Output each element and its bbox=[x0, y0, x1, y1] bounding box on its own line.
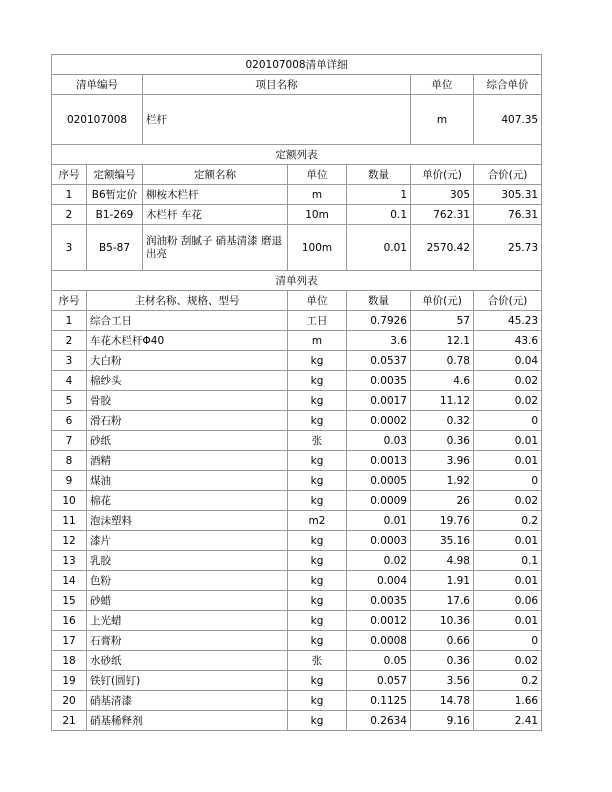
material-cell: 张 bbox=[288, 651, 347, 671]
material-cell: 0.02 bbox=[474, 491, 542, 511]
material-cell: 0.0017 bbox=[347, 391, 411, 411]
material-cell: 漆片 bbox=[87, 531, 288, 551]
material-cell: 5 bbox=[52, 391, 87, 411]
material-cell: 18 bbox=[52, 651, 87, 671]
bill-table bbox=[51, 54, 542, 731]
quota-cell: 100m bbox=[288, 225, 347, 271]
material-cell: 0.2 bbox=[474, 511, 542, 531]
material-cell: 15 bbox=[52, 591, 87, 611]
material-cell: 0.02 bbox=[347, 551, 411, 571]
material-row bbox=[52, 431, 542, 451]
material-cell: 0.2 bbox=[474, 671, 542, 691]
material-row bbox=[52, 311, 542, 331]
material-cell: 2 bbox=[52, 331, 87, 351]
material-cell: 13 bbox=[52, 551, 87, 571]
material-cell: 0.01 bbox=[474, 431, 542, 451]
material-cell: 上光蜡 bbox=[87, 611, 288, 631]
material-cell: 0.057 bbox=[347, 671, 411, 691]
quota-column-header: 单位 bbox=[288, 165, 347, 185]
material-row bbox=[52, 351, 542, 371]
material-cell: kg bbox=[288, 591, 347, 611]
header-value-row bbox=[52, 95, 542, 145]
material-cell: 0.78 bbox=[411, 351, 474, 371]
material-row bbox=[52, 411, 542, 431]
materials-section-row bbox=[52, 271, 542, 291]
material-cell: 棉纱头 bbox=[87, 371, 288, 391]
material-row bbox=[52, 551, 542, 571]
material-row bbox=[52, 491, 542, 511]
quota-cell: 25.73 bbox=[474, 225, 542, 271]
material-cell: kg bbox=[288, 571, 347, 591]
material-cell: 3.6 bbox=[347, 331, 411, 351]
material-cell: 0.01 bbox=[474, 451, 542, 471]
material-cell: kg bbox=[288, 711, 347, 731]
quota-cell: 305 bbox=[411, 185, 474, 205]
material-row bbox=[52, 591, 542, 611]
material-cell: 17.6 bbox=[411, 591, 474, 611]
material-row bbox=[52, 471, 542, 491]
bill-unit: m bbox=[411, 95, 474, 145]
quota-cell: B5-87 bbox=[87, 225, 143, 271]
material-cell: m2 bbox=[288, 511, 347, 531]
material-cell: 0.01 bbox=[474, 531, 542, 551]
material-cell: kg bbox=[288, 671, 347, 691]
material-cell: 11.12 bbox=[411, 391, 474, 411]
materials-header-row bbox=[52, 291, 542, 311]
material-cell: kg bbox=[288, 471, 347, 491]
bill-name: 栏杆 bbox=[143, 95, 411, 145]
quota-row bbox=[52, 225, 542, 271]
material-cell: 1.92 bbox=[411, 471, 474, 491]
material-cell: 0 bbox=[474, 631, 542, 651]
material-cell: 35.16 bbox=[411, 531, 474, 551]
quota-cell: 木栏杆 车花 bbox=[143, 205, 288, 225]
quota-cell: 3 bbox=[52, 225, 87, 271]
quota-column-header: 定额编号 bbox=[87, 165, 143, 185]
material-row bbox=[52, 611, 542, 631]
quota-header-row bbox=[52, 165, 542, 185]
material-cell: 煤油 bbox=[87, 471, 288, 491]
material-cell: m bbox=[288, 331, 347, 351]
material-cell: 19 bbox=[52, 671, 87, 691]
material-cell: 0.0537 bbox=[347, 351, 411, 371]
material-cell: kg bbox=[288, 551, 347, 571]
quota-cell: B6暂定价 bbox=[87, 185, 143, 205]
material-row bbox=[52, 631, 542, 651]
quota-column-header: 合价(元) bbox=[474, 165, 542, 185]
material-cell: 骨胶 bbox=[87, 391, 288, 411]
materials-column-header: 主材名称、规格、型号 bbox=[87, 291, 288, 311]
material-cell: 0.32 bbox=[411, 411, 474, 431]
material-cell: 7 bbox=[52, 431, 87, 451]
material-cell: 0.04 bbox=[474, 351, 542, 371]
quota-cell: 2570.42 bbox=[411, 225, 474, 271]
material-cell: 4.98 bbox=[411, 551, 474, 571]
page-title: 020107008清单详细 bbox=[52, 55, 542, 75]
name-label: 项目名称 bbox=[143, 75, 411, 95]
material-cell: kg bbox=[288, 631, 347, 651]
quota-column-header: 单价(元) bbox=[411, 165, 474, 185]
material-cell: 3 bbox=[52, 351, 87, 371]
material-cell: 0.01 bbox=[347, 511, 411, 531]
material-row bbox=[52, 391, 542, 411]
material-cell: 硝基清漆 bbox=[87, 691, 288, 711]
material-row bbox=[52, 691, 542, 711]
quota-column-header: 数量 bbox=[347, 165, 411, 185]
quota-cell: 润油粉 刮腻子 硝基清漆 磨退出亮 bbox=[143, 225, 288, 271]
material-cell: 0.36 bbox=[411, 651, 474, 671]
header-label-row bbox=[52, 75, 542, 95]
material-cell: 0 bbox=[474, 411, 542, 431]
materials-column-header: 数量 bbox=[347, 291, 411, 311]
material-cell: 0.0009 bbox=[347, 491, 411, 511]
material-cell: 1.91 bbox=[411, 571, 474, 591]
quota-cell: 0.1 bbox=[347, 205, 411, 225]
material-cell: 0.02 bbox=[474, 651, 542, 671]
quota-cell: 1 bbox=[347, 185, 411, 205]
material-cell: kg bbox=[288, 491, 347, 511]
material-cell: 0.03 bbox=[347, 431, 411, 451]
material-cell: 0.0005 bbox=[347, 471, 411, 491]
material-cell: 砂蜡 bbox=[87, 591, 288, 611]
quota-column-header: 序号 bbox=[52, 165, 87, 185]
materials-column-header: 单位 bbox=[288, 291, 347, 311]
material-cell: kg bbox=[288, 531, 347, 551]
quota-column-header: 定额名称 bbox=[143, 165, 288, 185]
material-cell: 2.41 bbox=[474, 711, 542, 731]
material-cell: 16 bbox=[52, 611, 87, 631]
material-cell: 57 bbox=[411, 311, 474, 331]
material-cell: 10 bbox=[52, 491, 87, 511]
code-label: 清单编号 bbox=[52, 75, 143, 95]
material-cell: 0.01 bbox=[474, 611, 542, 631]
bill-detail-sheet bbox=[51, 54, 541, 731]
material-cell: 0.7926 bbox=[347, 311, 411, 331]
material-cell: kg bbox=[288, 691, 347, 711]
quota-row bbox=[52, 205, 542, 225]
material-cell: 大白粉 bbox=[87, 351, 288, 371]
material-cell: 12.1 bbox=[411, 331, 474, 351]
price-label: 综合单价 bbox=[474, 75, 542, 95]
material-cell: 0.1 bbox=[474, 551, 542, 571]
material-cell: 1.66 bbox=[474, 691, 542, 711]
material-cell: 0 bbox=[474, 471, 542, 491]
quota-cell: 305.31 bbox=[474, 185, 542, 205]
material-cell: 0.004 bbox=[347, 571, 411, 591]
material-cell: 滑石粉 bbox=[87, 411, 288, 431]
material-row bbox=[52, 571, 542, 591]
material-cell: 9 bbox=[52, 471, 87, 491]
material-cell: 12 bbox=[52, 531, 87, 551]
material-cell: 0.01 bbox=[474, 571, 542, 591]
material-cell: 综合工日 bbox=[87, 311, 288, 331]
material-cell: 0.0002 bbox=[347, 411, 411, 431]
quota-cell: B1-269 bbox=[87, 205, 143, 225]
material-cell: 0.02 bbox=[474, 391, 542, 411]
material-cell: 43.6 bbox=[474, 331, 542, 351]
materials-column-header: 单价(元) bbox=[411, 291, 474, 311]
material-cell: 0.0035 bbox=[347, 591, 411, 611]
material-cell: 0.05 bbox=[347, 651, 411, 671]
material-row bbox=[52, 671, 542, 691]
material-cell: 酒精 bbox=[87, 451, 288, 471]
material-cell: 26 bbox=[411, 491, 474, 511]
quota-cell: 10m bbox=[288, 205, 347, 225]
quota-cell: m bbox=[288, 185, 347, 205]
material-cell: 11 bbox=[52, 511, 87, 531]
quota-cell: 762.31 bbox=[411, 205, 474, 225]
materials-column-header: 合价(元) bbox=[474, 291, 542, 311]
bill-table-body bbox=[52, 55, 542, 731]
material-cell: 砂纸 bbox=[87, 431, 288, 451]
material-cell: 14.78 bbox=[411, 691, 474, 711]
unit-label: 单位 bbox=[411, 75, 474, 95]
material-cell: 4.6 bbox=[411, 371, 474, 391]
material-cell: 0.0013 bbox=[347, 451, 411, 471]
material-cell: 4 bbox=[52, 371, 87, 391]
material-cell: kg bbox=[288, 451, 347, 471]
material-cell: 0.2634 bbox=[347, 711, 411, 731]
quota-cell: 76.31 bbox=[474, 205, 542, 225]
material-cell: kg bbox=[288, 391, 347, 411]
quota-row bbox=[52, 185, 542, 205]
material-cell: 1 bbox=[52, 311, 87, 331]
material-cell: 工日 bbox=[288, 311, 347, 331]
material-cell: 车花木栏杆Φ40 bbox=[87, 331, 288, 351]
material-cell: 水砂纸 bbox=[87, 651, 288, 671]
material-cell: 乳胶 bbox=[87, 551, 288, 571]
material-row bbox=[52, 451, 542, 471]
material-cell: 9.16 bbox=[411, 711, 474, 731]
material-cell: 3.96 bbox=[411, 451, 474, 471]
material-cell: 棉花 bbox=[87, 491, 288, 511]
material-cell: 泡沫塑料 bbox=[87, 511, 288, 531]
quota-cell: 0.01 bbox=[347, 225, 411, 271]
title-row bbox=[52, 55, 542, 75]
material-cell: 14 bbox=[52, 571, 87, 591]
material-row bbox=[52, 711, 542, 731]
material-row bbox=[52, 331, 542, 351]
material-cell: 0.66 bbox=[411, 631, 474, 651]
material-cell: 石膏粉 bbox=[87, 631, 288, 651]
material-cell: 45.23 bbox=[474, 311, 542, 331]
material-cell: 0.0012 bbox=[347, 611, 411, 631]
material-cell: 20 bbox=[52, 691, 87, 711]
bill-price: 407.35 bbox=[474, 95, 542, 145]
material-cell: kg bbox=[288, 411, 347, 431]
materials-column-header: 序号 bbox=[52, 291, 87, 311]
material-cell: 0.0008 bbox=[347, 631, 411, 651]
material-cell: 3.56 bbox=[411, 671, 474, 691]
quota-cell: 柳桉木栏杆 bbox=[143, 185, 288, 205]
material-cell: 铁钉(圆钉) bbox=[87, 671, 288, 691]
material-cell: 10.36 bbox=[411, 611, 474, 631]
quota-cell: 1 bbox=[52, 185, 87, 205]
material-cell: 6 bbox=[52, 411, 87, 431]
quota-section-row bbox=[52, 145, 542, 165]
material-cell: 0.0003 bbox=[347, 531, 411, 551]
quota-cell: 2 bbox=[52, 205, 87, 225]
material-cell: 21 bbox=[52, 711, 87, 731]
material-cell: 19.76 bbox=[411, 511, 474, 531]
quota-section-title: 定额列表 bbox=[52, 145, 542, 165]
material-cell: 0.0035 bbox=[347, 371, 411, 391]
bill-code: 020107008 bbox=[52, 95, 143, 145]
material-row bbox=[52, 651, 542, 671]
material-cell: kg bbox=[288, 371, 347, 391]
material-cell: 8 bbox=[52, 451, 87, 471]
material-cell: 0.06 bbox=[474, 591, 542, 611]
material-cell: 0.1125 bbox=[347, 691, 411, 711]
material-cell: 17 bbox=[52, 631, 87, 651]
material-cell: kg bbox=[288, 351, 347, 371]
material-cell: 色粉 bbox=[87, 571, 288, 591]
material-cell: 张 bbox=[288, 431, 347, 451]
material-cell: kg bbox=[288, 611, 347, 631]
material-row bbox=[52, 511, 542, 531]
material-row bbox=[52, 531, 542, 551]
material-cell: 硝基稀释剂 bbox=[87, 711, 288, 731]
materials-section-title: 清单列表 bbox=[52, 271, 542, 291]
material-row bbox=[52, 371, 542, 391]
material-cell: 0.36 bbox=[411, 431, 474, 451]
material-cell: 0.02 bbox=[474, 371, 542, 391]
